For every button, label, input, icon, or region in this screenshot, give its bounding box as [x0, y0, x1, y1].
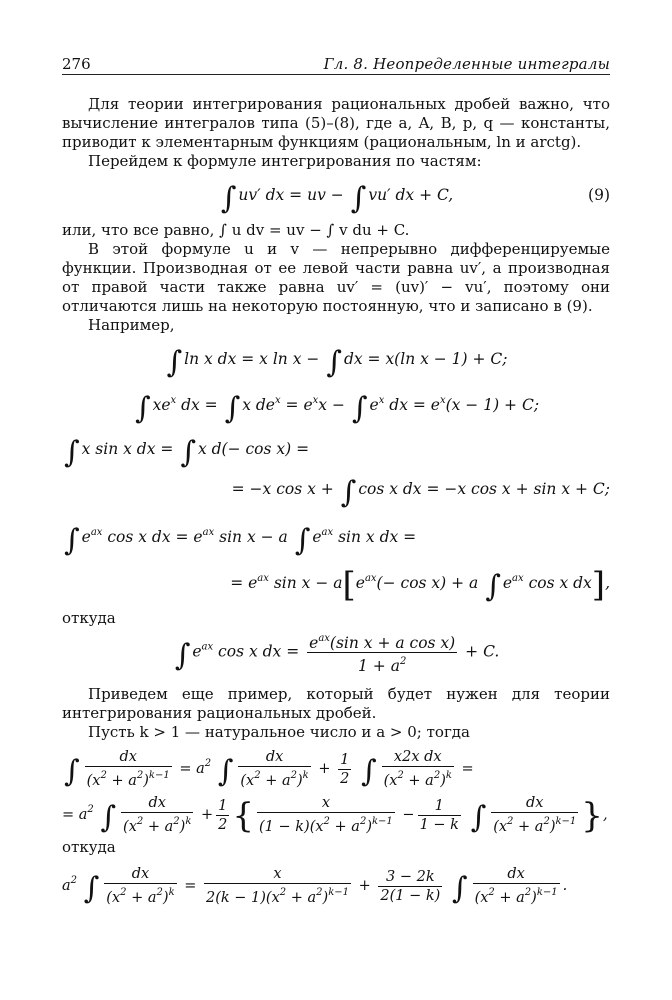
formula-recurrence-result: $a^2$ ∫ $\frac{dx}{(x^2 + a^2)^k}$ = $\frac{x}{2(k - 1)(x^2 + a^2)^{k-1}}$ + $\frac{3 - 2k}{2(1 - k)}$ ∫ $\frac{dx}{(x^2 + a^2)^{k-1}}$ .	[62, 866, 568, 906]
book-page	[62, 54, 610, 907]
formula-xsin-1: ∫ x sin x dx = ∫ x d(− cos x) =	[64, 435, 310, 470]
paragraph-example: Например,	[88, 316, 175, 334]
paragraph-another-example: Приведем еще пример, который будет нужен для теории интегрирования рациональных дробей.	[62, 685, 610, 722]
paragraph-explanation: В этой формуле u и v — непрерывно дифференцируемые функции. Производная от ее левой части равна uv′, а производная от правой части также равна uv′ = (uv)′ − vu′, поэтому они отличаются лишь на некоторую постоянную, что и записано в (9).	[62, 240, 610, 315]
equation-number: (9)	[588, 186, 610, 204]
formula-eax-2: = $e^{ax}$ $\sin x - a[e^{ax}(- \cos x) + a$ ∫ $e^{ax}$ cos x dx],	[230, 565, 610, 605]
formula-9: ∫ uv′ dx = uv − ∫ vu′ dx + C, (9)	[220, 181, 610, 216]
formula-eax-result: ∫ $e^{ax}$ cos x dx = $\frac{e^{ax}(\sin x + a \cos x)}{1 + a^2}$ + C.	[62, 630, 610, 675]
formula-recurrence-1: ∫ $\frac{dx}{(x^2 + a^2)^{k-1}}$ = $a^2$ ∫ $\frac{dx}{(x^2 + a^2)^k}$ + $\frac{1}{2}$ ∫ $\frac{\text{x2x dx}}{(x^2 + a^2)^k}$ =	[64, 749, 474, 789]
formula-ln: ∫ ln x dx = x ln x − ∫ dx = x(ln x − 1) + C;	[166, 345, 508, 380]
paragraph-equivalent: или, что все равно, ∫ u dv = uv − ∫ v du + C.	[62, 221, 410, 239]
chapter-title: Гл. 8. Неопределенные интегралы	[323, 55, 610, 73]
paragraph-whence-1: откуда	[62, 609, 116, 627]
formula-xex: ∫ $xe^x$ dx = ∫ x $de^x = e^xx$ − ∫ $e^x$ dx = $e^x(x - 1) + C$;	[134, 391, 540, 426]
page-number: 276	[62, 55, 91, 73]
formula-xsin-2: = −x cos x + ∫ cos x dx = −x cos x + sin x + C;	[231, 475, 610, 510]
running-header	[62, 54, 610, 75]
paragraph-whence-2: откуда	[62, 838, 116, 856]
paragraph-parts: Перейдем к формуле интегрирования по частям:	[88, 152, 482, 170]
formula-eax-1: ∫ $e^{ax}$ cos x dx = $e^{ax}$ sin x − a ∫ $e^{ax}$ sin x dx =	[64, 523, 417, 558]
formula-recurrence-2: = $a^2$ ∫ $\frac{dx}{(x^2 + a^2)^k}$ + $\frac{1}{2}$ { $\frac{x}{(1 - k)(x^2 + a^2)^{k-1}}$ − $\frac{1}{1 - k}$ ∫ $\frac{dx}{(x^2 + a^2)^{k-1}}$ },	[62, 795, 608, 836]
paragraph-intro: Для теории интегрирования рациональных дробей важно, что вычисление интегралов типа (5)–(8), где a, A, B, p, q — константы, приводит к элементарным функциям (рациональным, ln и arctg).	[62, 95, 610, 151]
paragraph-let-k: Пусть k > 1 — натуральное число и a > 0; тогда	[88, 723, 470, 741]
